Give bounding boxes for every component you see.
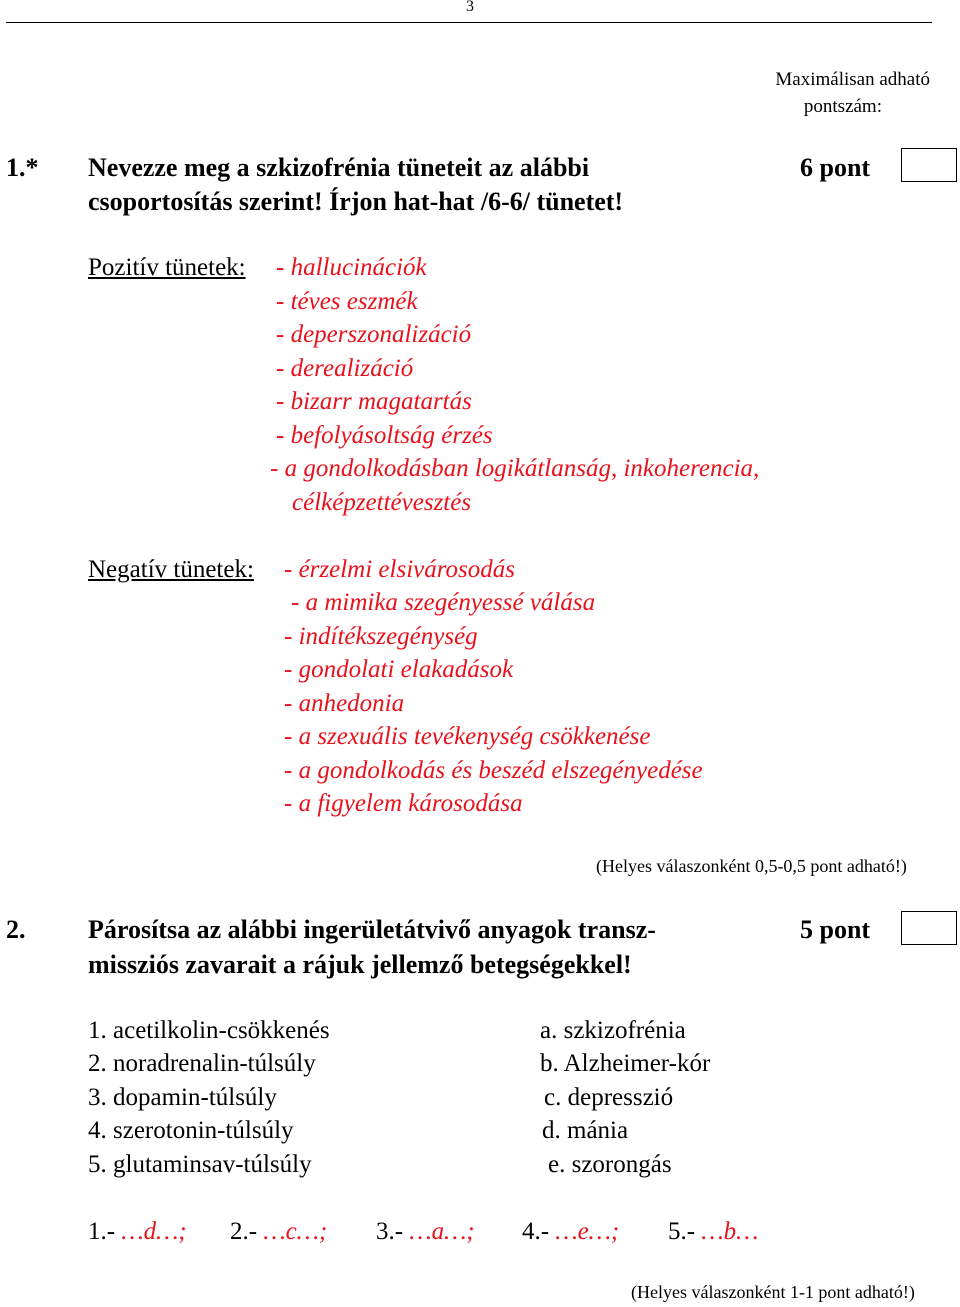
positive-item: - derealizáció	[276, 355, 414, 382]
transmitter-item: 3. dopamin-túlsúly	[88, 1084, 277, 1111]
negative-item: - érzelmi elsivárosodás	[284, 556, 515, 583]
disease-item: b. Alzheimer-kór	[540, 1050, 711, 1077]
header-divider	[6, 22, 932, 23]
negative-item: - a figyelem károsodása	[284, 790, 523, 817]
q2-prompt-line1: Párosítsa az alábbi ingerületátvivő anyagok transz-	[88, 915, 656, 944]
max-points-label	[700, 66, 930, 120]
answer-value: b	[723, 1218, 737, 1245]
answer-value: c	[285, 1218, 297, 1245]
q1-number: 1.*	[6, 153, 39, 182]
disease-item: e. szorongás	[548, 1151, 672, 1178]
answer-dots: …	[409, 1218, 432, 1245]
q2-number: 2.	[6, 915, 26, 944]
max-points-label-line1: Maximálisan adható	[775, 69, 930, 90]
max-points-label-line2: pontszám:	[803, 96, 882, 117]
answer-prefix: 5.-	[668, 1218, 702, 1245]
q1-prompt-line2: csoportosítás szerint! Írjon hat-hat /6-6/ tünetet!	[88, 187, 624, 216]
q2-score-box[interactable]	[901, 911, 957, 945]
answer-prefix: 3.-	[376, 1218, 410, 1245]
answer-3	[376, 1218, 475, 1246]
negative-item: - gondolati elakadások	[284, 656, 514, 683]
answer-dots: …	[444, 1218, 467, 1245]
transmitter-item: 4. szerotonin-túlsúly	[88, 1117, 294, 1144]
negative-item: - anhedonia	[284, 690, 405, 717]
positive-item: - befolyásoltság érzés	[276, 422, 493, 449]
negative-item: - a mimika szegényessé válása	[291, 589, 596, 616]
transmitter-item: 1. acetilkolin-csökkenés	[88, 1017, 330, 1044]
answer-dots: …	[263, 1218, 286, 1245]
negative-item: - indítékszegénység	[284, 623, 478, 650]
transmitter-item: 5. glutaminsav-túlsúly	[88, 1151, 312, 1178]
answer-4	[522, 1218, 619, 1246]
answer-value: e	[577, 1218, 589, 1245]
positive-item: - a gondolkodásban logikátlanság, inkoherencia,	[270, 455, 760, 482]
positive-item: - téves eszmék	[276, 288, 418, 315]
answer-dots: …	[156, 1218, 179, 1245]
page-number: 3	[466, 0, 474, 15]
answer-dots: …	[296, 1218, 319, 1245]
q2-prompt-line2: missziós zavarait a rájuk jellemző betegségekkel!	[88, 950, 632, 979]
positive-item: - deperszonalizáció	[276, 321, 472, 348]
negative-item: - a szexuális tevékenység csökkenése	[284, 723, 651, 750]
answer-prefix: 2.-	[230, 1218, 264, 1245]
answer-value: d	[143, 1218, 157, 1245]
disease-item: c. depresszió	[544, 1084, 674, 1111]
answer-dots: …	[121, 1218, 144, 1245]
answer-separator: ;	[178, 1218, 187, 1245]
negative-item: - a gondolkodás és beszéd elszegényedése	[284, 757, 703, 784]
q2-points: 5 pont	[800, 915, 871, 944]
answer-dots: …	[736, 1218, 759, 1245]
answer-dots: …	[701, 1218, 724, 1245]
q1-scoring-note: (Helyes válaszonként 0,5-0,5 pont adható!)	[596, 856, 907, 876]
answer-separator: ;	[610, 1218, 620, 1245]
negative-symptoms-label: Negatív tünetek:	[88, 556, 254, 583]
answer-separator: ;	[466, 1218, 475, 1245]
q1-prompt-line1: Nevezze meg a szkizofrénia tüneteit az alábbi	[88, 153, 590, 182]
positive-symptoms-label: Pozitív tünetek:	[88, 254, 246, 281]
answer-separator: ;	[318, 1218, 328, 1245]
positive-item: - bizarr magatartás	[276, 388, 472, 415]
answer-dots: …	[555, 1218, 578, 1245]
answer-5	[668, 1218, 758, 1246]
disease-item: d. mánia	[542, 1117, 629, 1144]
transmitter-item: 2. noradrenalin-túlsúly	[88, 1050, 316, 1077]
q2-scoring-note: (Helyes válaszonként 1-1 pont adható!)	[631, 1282, 915, 1302]
answer-1	[88, 1218, 187, 1246]
q1-score-box[interactable]	[901, 148, 957, 182]
positive-item: - hallucinációk	[276, 254, 427, 281]
answer-prefix: 1.-	[88, 1218, 122, 1245]
answer-prefix: 4.-	[522, 1218, 556, 1245]
positive-item: célképzettévesztés	[292, 489, 472, 516]
answer-2	[230, 1218, 327, 1246]
q1-points: 6 pont	[800, 153, 871, 182]
answer-dots: …	[588, 1218, 611, 1245]
answer-value: a	[431, 1218, 445, 1245]
disease-item: a. szkizofrénia	[540, 1017, 686, 1044]
